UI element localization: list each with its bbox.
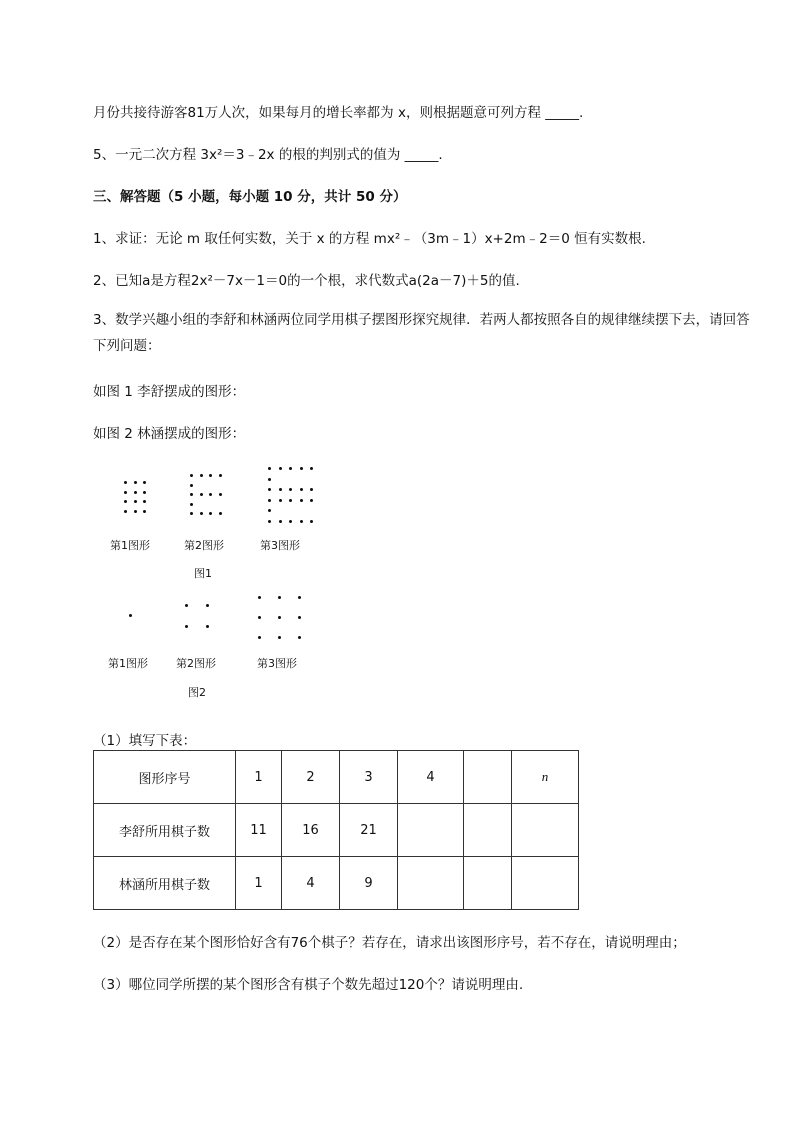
piece-dot <box>124 481 127 484</box>
table-cell: 图形序号 <box>94 751 236 804</box>
piece-dot <box>258 636 261 639</box>
piece-dot <box>124 510 127 513</box>
fig1-caption-2: 第2图形 <box>184 539 224 552</box>
piece-dot <box>134 500 137 503</box>
piece-dot <box>289 499 292 502</box>
piece-dot <box>190 474 193 477</box>
piece-dot <box>200 474 203 477</box>
piece-dot <box>190 493 193 496</box>
piece-dot <box>258 596 261 599</box>
fig1-caption-3: 第3图形 <box>260 539 300 552</box>
fig1-caption-1: 第1图形 <box>110 539 150 552</box>
piece-dot <box>185 604 188 607</box>
table-cell[interactable] <box>398 857 464 910</box>
table-cell: 2 <box>282 751 340 804</box>
piece-dot <box>300 488 303 491</box>
sub-question-2: （2）是否存在某个图形恰好含有76个棋子？若存在，请求出该图形序号，若不存在，请说明理由； <box>93 935 686 951</box>
fig1-title: 图1 <box>194 567 212 580</box>
piece-dot <box>200 512 203 515</box>
fig2-caption-2: 第2图形 <box>176 657 216 670</box>
fig2-title: 图2 <box>188 686 206 699</box>
piece-dot <box>279 520 282 523</box>
piece-dot <box>279 499 282 502</box>
piece-dot <box>134 510 137 513</box>
piece-dot <box>300 520 303 523</box>
table-cell[interactable] <box>464 804 512 857</box>
piece-dot <box>289 520 292 523</box>
table-row <box>94 857 579 910</box>
question-1: 1、求证：无论 m 取任何实数，关于 x 的方程 mx²﹣（3m﹣1）x+2m﹣2＝0 恒有实数根. <box>93 231 646 247</box>
piece-dot <box>134 481 137 484</box>
piece-dot <box>268 467 271 470</box>
piece-dot <box>200 493 203 496</box>
piece-dot <box>143 500 146 503</box>
table-cell: 3 <box>340 751 398 804</box>
piece-dot <box>268 509 271 512</box>
piece-dot <box>310 499 313 502</box>
piece-dot <box>310 488 313 491</box>
table-cell: 21 <box>340 804 398 857</box>
table-cell <box>464 751 512 804</box>
piece-dot <box>310 467 313 470</box>
piece-dot <box>298 636 301 639</box>
piece-dot <box>124 500 127 503</box>
piece-dot <box>185 625 188 628</box>
piece-dot <box>190 484 193 487</box>
piece-dot <box>268 478 271 481</box>
piece-dot <box>310 520 313 523</box>
figure-2-intro: 如图 2 林涵摆成的图形： <box>93 426 246 442</box>
piece-dot <box>268 520 271 523</box>
table-cell: 林涵所用棋子数 <box>94 857 236 910</box>
piece-dot <box>190 512 193 515</box>
question-3: 3、数学兴趣小组的李舒和林涵两位同学用棋子摆图形探究规律．若两人都按照各自的规律继续摆下去，请回答下列问题： <box>93 312 750 354</box>
table-cell: 4 <box>282 857 340 910</box>
piece-dot <box>209 474 212 477</box>
question-2: 2、已知a是方程2x²－7x－1＝0的一个根，求代数式a(2a－7)＋5的值. <box>93 273 520 289</box>
piece-dot <box>279 467 282 470</box>
piece-dot <box>219 474 222 477</box>
piece-dot <box>300 499 303 502</box>
piece-dot <box>143 510 146 513</box>
table-cell[interactable] <box>398 804 464 857</box>
piece-dot <box>206 604 209 607</box>
answer-table <box>93 750 579 910</box>
table-cell: 1 <box>236 857 282 910</box>
piece-dot <box>258 616 261 619</box>
piece-dot <box>268 488 271 491</box>
piece-dot <box>209 493 212 496</box>
piece-dot <box>289 488 292 491</box>
fig2-caption-3: 第3图形 <box>257 657 297 670</box>
figure-1-intro: 如图 1 李舒摆成的图形： <box>93 384 246 400</box>
piece-dot <box>298 596 301 599</box>
table-cell: 16 <box>282 804 340 857</box>
table-cell: 1 <box>236 751 282 804</box>
piece-dot <box>134 491 137 494</box>
piece-dot <box>219 512 222 515</box>
table-cell: 11 <box>236 804 282 857</box>
table-cell: 9 <box>340 857 398 910</box>
table-row <box>94 804 579 857</box>
piece-dot <box>209 512 212 515</box>
table-cell: 李舒所用棋子数 <box>94 804 236 857</box>
piece-dot <box>279 488 282 491</box>
piece-dot <box>268 499 271 502</box>
piece-dot <box>219 493 222 496</box>
table-cell[interactable] <box>464 857 512 910</box>
table-cell: 4 <box>398 751 464 804</box>
table-cell[interactable] <box>512 857 579 910</box>
piece-dot <box>300 467 303 470</box>
section-heading: 三、解答题（5 小题，每小题 10 分，共计 50 分） <box>93 189 407 205</box>
table-row <box>94 751 579 804</box>
sub-question-3: （3）哪位同学所摆的某个图形含有棋子个数先超过120个？请说明理由. <box>93 977 524 993</box>
piece-dot <box>143 491 146 494</box>
piece-dot <box>278 636 281 639</box>
sub-question-1: （1）填写下表： <box>93 733 197 749</box>
table-cell: n <box>512 751 579 804</box>
piece-dot <box>206 625 209 628</box>
table-cell[interactable] <box>512 804 579 857</box>
piece-dot <box>190 503 193 506</box>
piece-dot <box>298 616 301 619</box>
piece-dot <box>124 491 127 494</box>
piece-dot <box>278 616 281 619</box>
fig2-caption-1: 第1图形 <box>108 657 148 670</box>
piece-dot <box>143 481 146 484</box>
piece-dot <box>129 614 132 617</box>
question-5: 5、一元二次方程 3x²＝3﹣2x 的根的判别式的值为 _____. <box>93 147 443 163</box>
piece-dot <box>289 467 292 470</box>
piece-dot <box>278 596 281 599</box>
text-line-1: 月份共接待游客81万人次，如果每月的增长率都为 x，则根据题意可列方程 _____. <box>93 105 584 121</box>
